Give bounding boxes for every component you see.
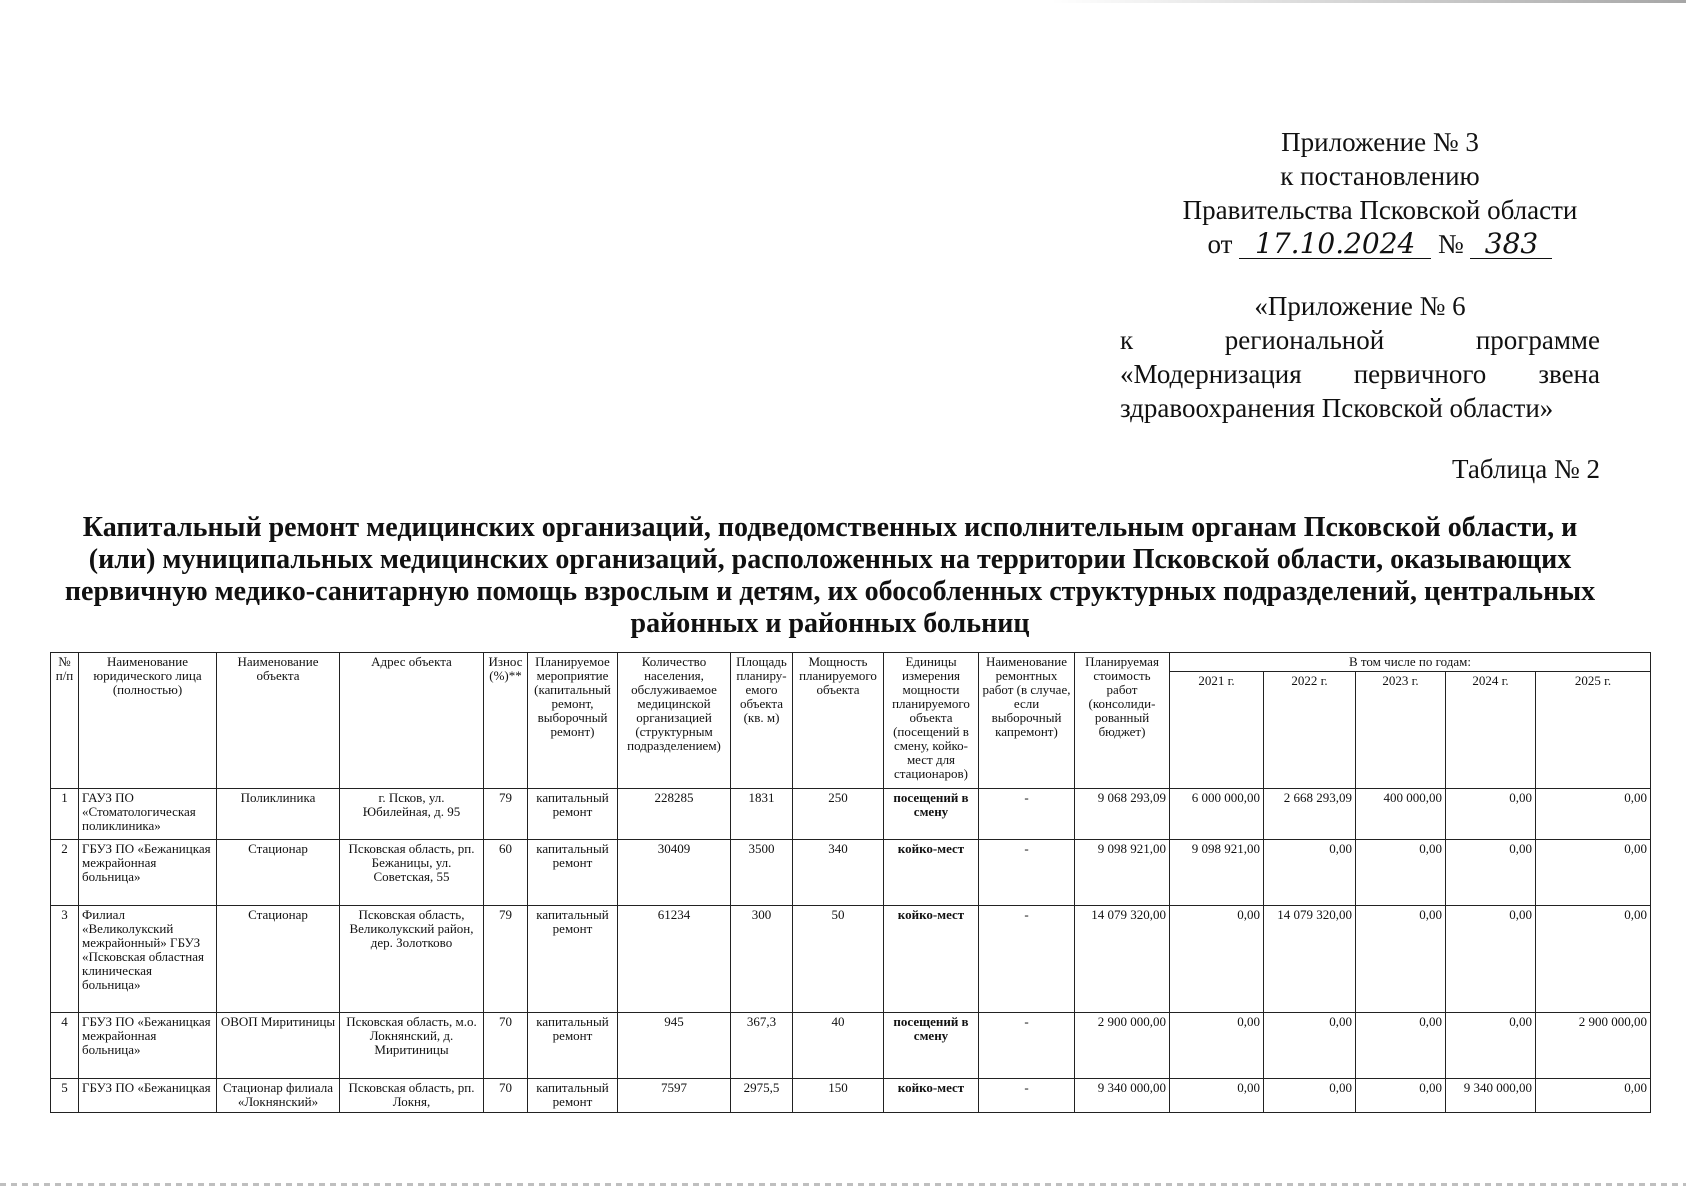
cell-wear: 79 (484, 789, 528, 840)
cell-object: Стационар (217, 906, 340, 1013)
cell-2023: 0,00 (1356, 1013, 1446, 1079)
cell-measure: капитальный ремонт (528, 840, 618, 906)
cell-2024: 0,00 (1446, 840, 1536, 906)
header-population: Количество населения, обслуживаемое медицинской организацией (структурным подразделением) (618, 653, 731, 789)
cell-2025: 0,00 (1536, 789, 1651, 840)
cell-2021: 0,00 (1170, 1079, 1264, 1113)
header-works: Наименование ремонтных работ (в случае, если выборочный капремонт) (979, 653, 1075, 789)
handwritten-number: 383 (1470, 230, 1552, 259)
header-object-name: Наименование объекта (217, 653, 340, 789)
cell-num: 1 (51, 789, 79, 840)
header-legal-entity: Наименование юридического лица (полностью) (79, 653, 217, 789)
cell-measure: капитальный ремонт (528, 789, 618, 840)
cell-num: 3 (51, 906, 79, 1013)
cell-capacity: 50 (793, 906, 884, 1013)
table-row (51, 789, 1651, 840)
appendix-6-line4: здравоохранения Псковской области» (1120, 393, 1554, 423)
cell-works: - (979, 789, 1075, 840)
cell-units: койко-мест (884, 1079, 979, 1113)
cell-units: койко-мест (884, 840, 979, 906)
appendix-3-date-line (1160, 227, 1600, 261)
header-units: Единицы измерения мощности планируемого объекта (посещений в смену, койко-мест для стационаров) (884, 653, 979, 789)
cell-2023: 0,00 (1356, 1079, 1446, 1113)
cell-units: койко-мест (884, 906, 979, 1013)
header-area: Площадь планиру-емого объекта (кв. м) (731, 653, 793, 789)
cell-2023: 0,00 (1356, 906, 1446, 1013)
cell-entity: ГБУЗ ПО «Бежаницкая межрайонная больница» (79, 1013, 217, 1079)
appendix-3-line1: Приложение № 3 (1281, 127, 1479, 157)
cell-measure: капитальный ремонт (528, 1013, 618, 1079)
cell-2024: 0,00 (1446, 789, 1536, 840)
cell-2022: 14 079 320,00 (1264, 906, 1356, 1013)
cell-cost: 9 340 000,00 (1075, 1079, 1170, 1113)
cell-2021: 0,00 (1170, 1013, 1264, 1079)
appendix-6-line3: «Модернизация первичного звена (1120, 359, 1600, 389)
cell-wear: 60 (484, 840, 528, 906)
cell-capacity: 340 (793, 840, 884, 906)
handwritten-date: 17.10.2024 (1239, 230, 1431, 259)
appendix-6-line1: «Приложение № 6 (1254, 291, 1466, 321)
table-row (51, 1079, 1651, 1113)
appendix-6-block (1120, 289, 1600, 425)
header-year-2025: 2025 г. (1536, 672, 1651, 789)
cell-2022: 2 668 293,09 (1264, 789, 1356, 840)
cell-measure: капитальный ремонт (528, 1079, 618, 1113)
cell-address: Псковская область, м.о. Локнянский, д. Миритиницы (340, 1013, 484, 1079)
table-row (51, 906, 1651, 1013)
cell-population: 7597 (618, 1079, 731, 1113)
number-label: № (1437, 229, 1464, 259)
cell-units: посещений в смену (884, 789, 979, 840)
scan-edge-bottom (0, 1183, 1686, 1186)
cell-address: г. Псков, ул. Юбилейная, д. 95 (340, 789, 484, 840)
header-year-2023: 2023 г. (1356, 672, 1446, 789)
cell-entity: ГБУЗ ПО «Бежаницкая (79, 1079, 217, 1113)
appendix-3-line2: к постановлению (1280, 161, 1480, 191)
cell-area: 1831 (731, 789, 793, 840)
cell-2025: 0,00 (1536, 1079, 1651, 1113)
cell-2021: 9 098 921,00 (1170, 840, 1264, 906)
cell-units: посещений в смену (884, 1013, 979, 1079)
header-measure: Планируемое мероприятие (капитальный ремонт, выборочный ремонт) (528, 653, 618, 789)
cell-object: Поликлиника (217, 789, 340, 840)
cell-2024: 0,00 (1446, 1013, 1536, 1079)
cell-2021: 0,00 (1170, 906, 1264, 1013)
cell-cost: 9 098 921,00 (1075, 840, 1170, 906)
cell-entity: Филиал «Великолукский межрайонный» ГБУЗ «Псковская областная клиническая больница» (79, 906, 217, 1013)
appendix-3-line3: Правительства Псковской области (1182, 195, 1578, 225)
cell-entity: ГАУЗ ПО «Стоматологическая поликлиника» (79, 789, 217, 840)
table-number: Таблица № 2 (1452, 454, 1600, 484)
header-year-2021: 2021 г. (1170, 672, 1264, 789)
cell-wear: 70 (484, 1079, 528, 1113)
cell-works: - (979, 906, 1075, 1013)
cell-area: 3500 (731, 840, 793, 906)
cell-population: 61234 (618, 906, 731, 1013)
cell-population: 228285 (618, 789, 731, 840)
cell-works: - (979, 1079, 1075, 1113)
cell-2021: 6 000 000,00 (1170, 789, 1264, 840)
cell-2025: 0,00 (1536, 906, 1651, 1013)
header-by-years: В том числе по годам: (1170, 653, 1651, 672)
cell-2022: 0,00 (1264, 1079, 1356, 1113)
renovation-table (50, 652, 1651, 1113)
header-address: Адрес объекта (340, 653, 484, 789)
header-capacity: Мощность планируемого объекта (793, 653, 884, 789)
cell-2022: 0,00 (1264, 840, 1356, 906)
cell-capacity: 150 (793, 1079, 884, 1113)
cell-measure: капитальный ремонт (528, 906, 618, 1013)
cell-area: 367,3 (731, 1013, 793, 1079)
cell-2025: 0,00 (1536, 840, 1651, 906)
cell-works: - (979, 840, 1075, 906)
cell-cost: 14 079 320,00 (1075, 906, 1170, 1013)
appendix-6-line2: к региональной программе (1120, 325, 1600, 355)
cell-2023: 0,00 (1356, 840, 1446, 906)
cell-num: 4 (51, 1013, 79, 1079)
cell-wear: 79 (484, 906, 528, 1013)
cell-2025: 2 900 000,00 (1536, 1013, 1651, 1079)
cell-area: 300 (731, 906, 793, 1013)
header-year-2022: 2022 г. (1264, 672, 1356, 789)
cell-cost: 9 068 293,09 (1075, 789, 1170, 840)
cell-2024: 0,00 (1446, 906, 1536, 1013)
cell-population: 30409 (618, 840, 731, 906)
document-title: Капитальный ремонт медицинских организаций, подведомственных исполнительным органам Псковской области, и (или) муниципальных медицинских организаций, расположенных на территории Псковской области, оказывающих первичную медико-санитарную помощь взрослым и детям, их обособленных структурных подразделений, центральных районных и районных больниц (64, 512, 1596, 639)
cell-population: 945 (618, 1013, 731, 1079)
cell-object: Стационар (217, 840, 340, 906)
cell-num: 2 (51, 840, 79, 906)
cell-capacity: 40 (793, 1013, 884, 1079)
cell-cost: 2 900 000,00 (1075, 1013, 1170, 1079)
cell-2022: 0,00 (1264, 1013, 1356, 1079)
cell-object: ОВОП Миритиницы (217, 1013, 340, 1079)
from-label: от (1207, 229, 1233, 259)
cell-num: 5 (51, 1079, 79, 1113)
cell-2024: 9 340 000,00 (1446, 1079, 1536, 1113)
cell-capacity: 250 (793, 789, 884, 840)
header-year-2024: 2024 г. (1446, 672, 1536, 789)
cell-object: Стационар филиала «Локнянский» (217, 1079, 340, 1113)
cell-wear: 70 (484, 1013, 528, 1079)
appendix-3-block (1160, 125, 1600, 261)
cell-address: Псковская область, рп. Локня, (340, 1079, 484, 1113)
table-row (51, 840, 1651, 906)
cell-address: Псковская область, Великолукский район, дер. Золотково (340, 906, 484, 1013)
table-row (51, 1013, 1651, 1079)
cell-2023: 400 000,00 (1356, 789, 1446, 840)
cell-entity: ГБУЗ ПО «Бежаницкая межрайонная больница» (79, 840, 217, 906)
cell-works: - (979, 1013, 1075, 1079)
header-wear: Износ (%)** (484, 653, 528, 789)
scan-edge-top (1050, 0, 1686, 3)
cell-address: Псковская область, рп. Бежаницы, ул. Советская, 55 (340, 840, 484, 906)
cell-area: 2975,5 (731, 1079, 793, 1113)
header-cost: Планируемая стоимость работ (консолиди-рованный бюджет) (1075, 653, 1170, 789)
header-num: № п/п (51, 653, 79, 789)
